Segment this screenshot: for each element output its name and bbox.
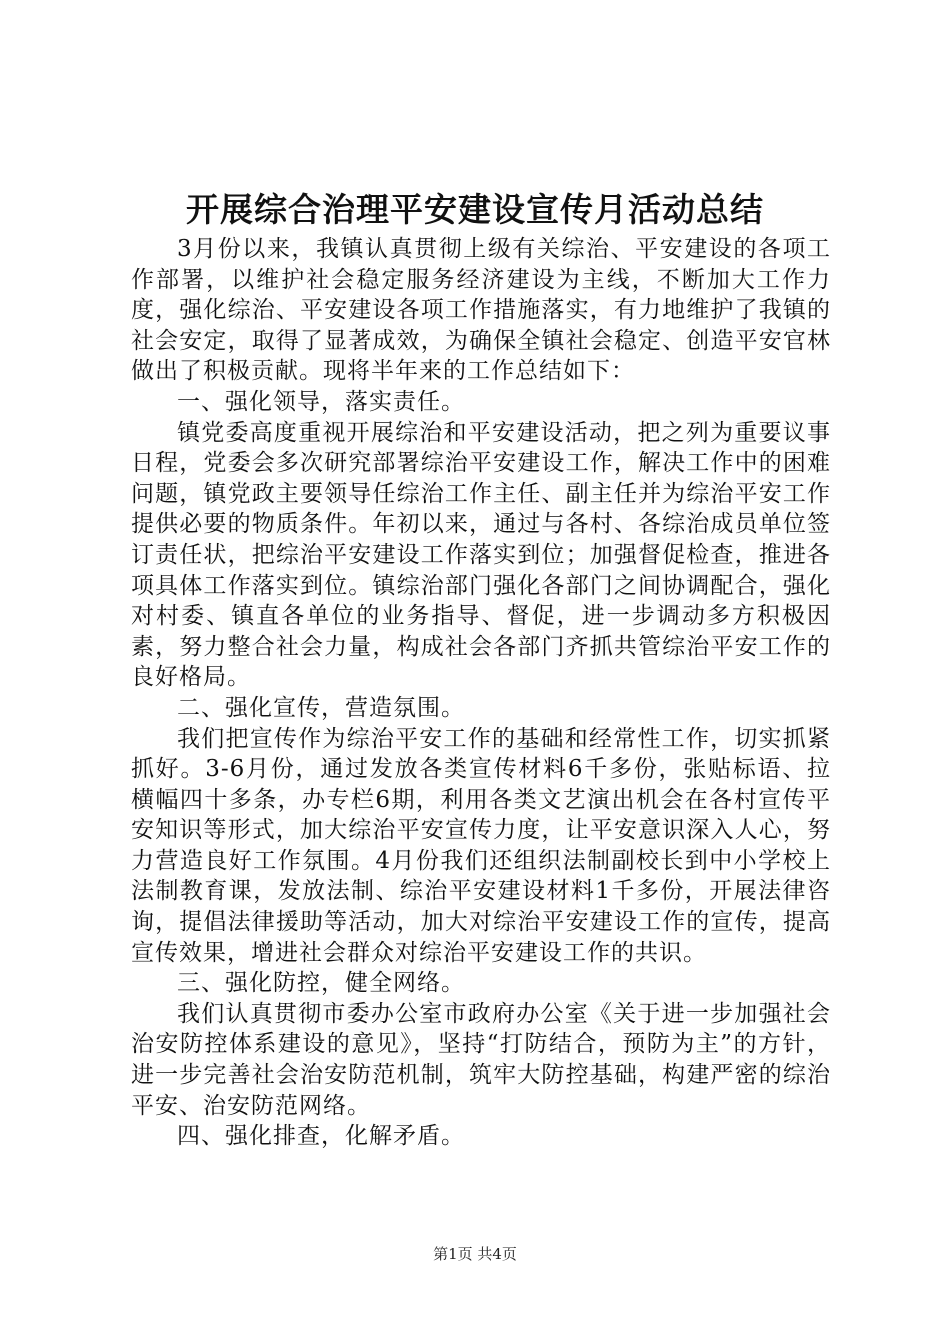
section-heading-1: 一、强化领导，落实责任。 [177,388,465,415]
section-heading-4: 四、强化排查，化解矛盾。 [177,1123,465,1150]
document-body [131,234,831,1152]
paragraph-section-3: 我们认真贯彻市委办公室市政府办公室《关于进一步加强社会治安防控体系建设的意见》，坚持“打防结合，预防为主”的方针，进一步完善社会治安防范机制，筑牢大防控基础，构建严密的综治平安、治安防范网络。 [131,1000,831,1119]
page-footer: 第1页 共4页 [433,1245,517,1263]
paragraph-intro: 3月份以来，我镇认真贯彻上级有关综治、平安建设的各项工作部署，以维护社会稳定服务经济建设为主线，不断加大工作力度，强化综治、平安建设各项工作措施落实，有力地维护了我镇的社会安定，取得了显著成效，为确保全镇社会稳定、创造平安官林做出了积极贡献。现将半年来的工作总结如下： [131,236,831,385]
document-title: 开展综合治理平安建设宣传月活动总结 [186,190,764,229]
paragraph-section-1: 镇党委高度重视开展综治和平安建设活动，把之列为重要议事日程，党委会多次研究部署综治平安建设工作，解决工作中的困难问题，镇党政主要领导任综治工作主任、副主任并为综治平安工作提供必要的物质条件。年初以来，通过与各村、各综治成员单位签订责任状，把综治平安建设工作落实到位；加强督促检查，推进各项具体工作落实到位。镇综治部门强化各部门之间协调配合，强化对村委、镇直各单位的业务指导、督促，进一步调动多方积极因素，努力整合社会力量，构成社会各部门齐抓共管综治平安工作的良好格局。 [131,419,831,691]
paragraph-section-2: 我们把宣传作为综治平安工作的基础和经常性工作，切实抓紧抓好。3-6月份，通过发放各类宣传材料6千多份，张贴标语、拉横幅四十多条，办专栏6期，利用各类文艺演出机会在各村宣传平安知识等形式，加大综治平安宣传力度，让平安意识深入人心，努力营造良好工作氛围。4月份我们还组织法制副校长到中小学校上法制教育课，发放法制、综治平安建设材料1千多份，开展法律咨询，提倡法律援助等活动，加大对综治平安建设工作的宣传，提高宣传效果，增进社会群众对综治平安建设工作的共识。 [131,725,831,966]
section-heading-2: 二、强化宣传，营造氛围。 [177,694,465,721]
section-heading-3: 三、强化防控，健全网络。 [177,970,465,997]
